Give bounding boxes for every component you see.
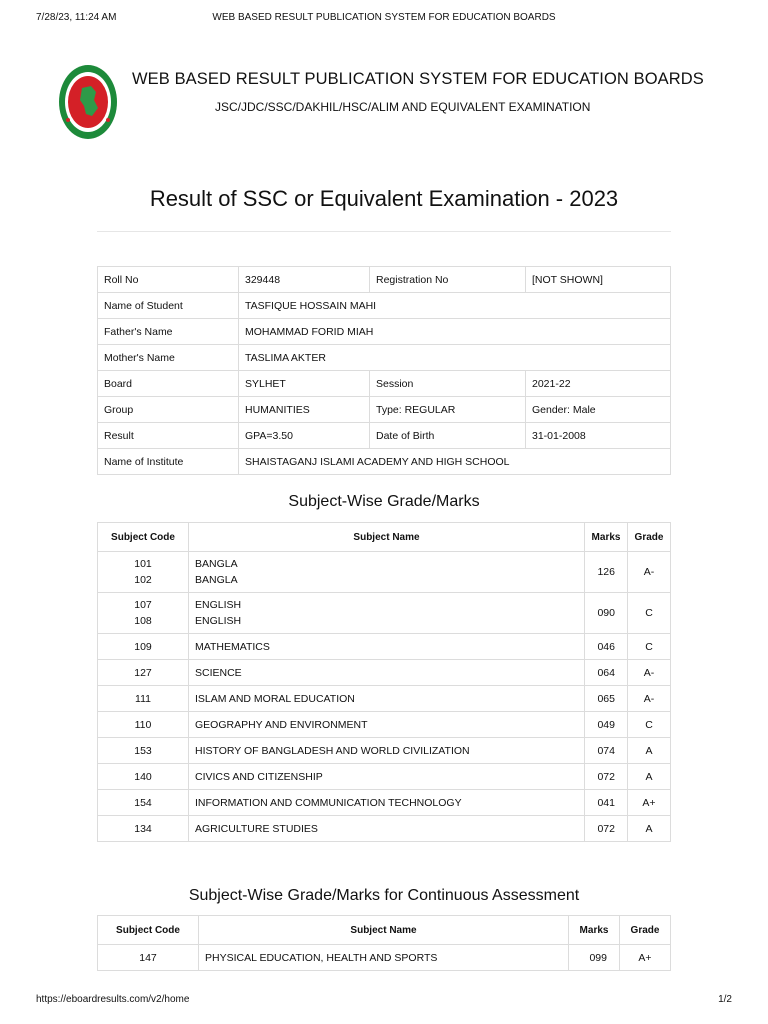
subject-grade: C: [628, 712, 671, 738]
table-row: [98, 593, 671, 634]
subject-grade: A+: [628, 790, 671, 816]
session-label: Session: [370, 371, 526, 397]
dob-value: 31-01-2008: [526, 423, 671, 449]
subject-marks: 065: [585, 686, 628, 712]
col-marks: Marks: [585, 523, 628, 552]
print-datetime: 7/28/23, 11:24 AM: [36, 12, 117, 23]
subject-name: INFORMATION AND COMMUNICATION TECHNOLOGY: [189, 790, 585, 816]
subject-name: BANGLA BANGLA: [189, 552, 585, 593]
table-row: [98, 371, 671, 397]
table-row: [98, 552, 671, 593]
subject-grade: A: [628, 816, 671, 842]
table-row: [98, 660, 671, 686]
board-label: Board: [98, 371, 239, 397]
subject-marks: 126: [585, 552, 628, 593]
ca-header-row: [98, 916, 671, 945]
table-row: [98, 449, 671, 475]
site-title: WEB BASED RESULT PUBLICATION SYSTEM FOR EDUCATION BOARDS: [132, 70, 704, 88]
print-footer: [36, 994, 732, 1008]
roll-value: 329448: [239, 267, 370, 293]
marks-header-row: [98, 523, 671, 552]
subject-grade: A+: [620, 945, 671, 971]
subject-marks: 064: [585, 660, 628, 686]
subject-grade: A-: [628, 686, 671, 712]
divider: [97, 231, 671, 232]
subject-marks: 072: [585, 764, 628, 790]
subject-code: 154: [98, 790, 189, 816]
page-number: 1/2: [718, 994, 732, 1005]
subject-grade: A: [628, 764, 671, 790]
table-row: [98, 267, 671, 293]
institute-value: SHAISTAGANJ ISLAMI ACADEMY AND HIGH SCHOOL: [239, 449, 671, 475]
subject-grade: C: [628, 593, 671, 634]
table-row: [98, 293, 671, 319]
type-value: Type: REGULAR: [370, 397, 526, 423]
subject-grade: A-: [628, 660, 671, 686]
table-row: [98, 790, 671, 816]
subject-name: SCIENCE: [189, 660, 585, 686]
subject-name: CIVICS AND CITIZENSHIP: [189, 764, 585, 790]
session-value: 2021-22: [526, 371, 671, 397]
subject-name: PHYSICAL EDUCATION, HEALTH AND SPORTS: [199, 945, 569, 971]
subject-code: 110: [98, 712, 189, 738]
subject-grade: A-: [628, 552, 671, 593]
student-name-label: Name of Student: [98, 293, 239, 319]
table-row: [98, 945, 671, 971]
col-subject-name: Subject Name: [199, 916, 569, 945]
subject-marks: 049: [585, 712, 628, 738]
marks-section-title: Subject-Wise Grade/Marks: [288, 493, 480, 510]
institute-label: Name of Institute: [98, 449, 239, 475]
subject-code: 140: [98, 764, 189, 790]
subject-marks: 090: [585, 593, 628, 634]
subject-name: GEOGRAPHY AND ENVIRONMENT: [189, 712, 585, 738]
subject-code: 111: [98, 686, 189, 712]
ca-marks-table: [97, 915, 671, 971]
result-title: Result of SSC or Equivalent Examination - 2023: [149, 186, 619, 211]
table-row: [98, 634, 671, 660]
table-row: [98, 397, 671, 423]
subject-code: 147: [98, 945, 199, 971]
dob-label: Date of Birth: [370, 423, 526, 449]
student-info-table: [97, 266, 671, 475]
subject-code: 107 108: [98, 593, 189, 634]
subject-code: 109: [98, 634, 189, 660]
subject-marks: 041: [585, 790, 628, 816]
result-label: Result: [98, 423, 239, 449]
subject-marks: 046: [585, 634, 628, 660]
student-name-value: TASFIQUE HOSSAIN MAHI: [239, 293, 671, 319]
print-header: [36, 12, 732, 26]
group-value: HUMANITIES: [239, 397, 370, 423]
table-row: [98, 712, 671, 738]
page-url: https://eboardresults.com/v2/home: [36, 994, 190, 1005]
table-row: [98, 686, 671, 712]
roll-label: Roll No: [98, 267, 239, 293]
subject-marks: 072: [585, 816, 628, 842]
subject-grade: A: [628, 738, 671, 764]
col-marks: Marks: [569, 916, 620, 945]
marks-table: [97, 522, 671, 842]
subject-marks: 074: [585, 738, 628, 764]
gender-value: Gender: Male: [526, 397, 671, 423]
father-name-label: Father's Name: [98, 319, 239, 345]
table-row: [98, 738, 671, 764]
subject-code: 134: [98, 816, 189, 842]
subject-grade: C: [628, 634, 671, 660]
table-row: [98, 816, 671, 842]
subject-code: 127: [98, 660, 189, 686]
subject-name: MATHEMATICS: [189, 634, 585, 660]
table-row: [98, 764, 671, 790]
registration-label: Registration No: [370, 267, 526, 293]
govt-seal-logo: [58, 64, 118, 140]
subject-name: ENGLISH ENGLISH: [189, 593, 585, 634]
ca-section-title: Subject-Wise Grade/Marks for Continuous Assessment: [188, 887, 580, 904]
father-name-value: MOHAMMAD FORID MIAH: [239, 319, 671, 345]
result-value: GPA=3.50: [239, 423, 370, 449]
print-page-title: WEB BASED RESULT PUBLICATION SYSTEM FOR EDUCATION BOARDS: [212, 12, 556, 23]
subject-name: ISLAM AND MORAL EDUCATION: [189, 686, 585, 712]
subject-name: HISTORY OF BANGLADESH AND WORLD CIVILIZATION: [189, 738, 585, 764]
subject-code: 101 102: [98, 552, 189, 593]
subject-name: AGRICULTURE STUDIES: [189, 816, 585, 842]
mother-name-value: TASLIMA AKTER: [239, 345, 671, 371]
col-grade: Grade: [628, 523, 671, 552]
mother-name-label: Mother's Name: [98, 345, 239, 371]
col-subject-code: Subject Code: [98, 916, 199, 945]
registration-value: [NOT SHOWN]: [526, 267, 671, 293]
site-subtitle: JSC/JDC/SSC/DAKHIL/HSC/ALIM AND EQUIVALENT EXAMINATION: [215, 100, 591, 114]
col-grade: Grade: [620, 916, 671, 945]
col-subject-name: Subject Name: [189, 523, 585, 552]
board-value: SYLHET: [239, 371, 370, 397]
subject-marks: 099: [569, 945, 620, 971]
subject-code: 153: [98, 738, 189, 764]
table-row: [98, 345, 671, 371]
table-row: [98, 319, 671, 345]
table-row: [98, 423, 671, 449]
group-label: Group: [98, 397, 239, 423]
col-subject-code: Subject Code: [98, 523, 189, 552]
